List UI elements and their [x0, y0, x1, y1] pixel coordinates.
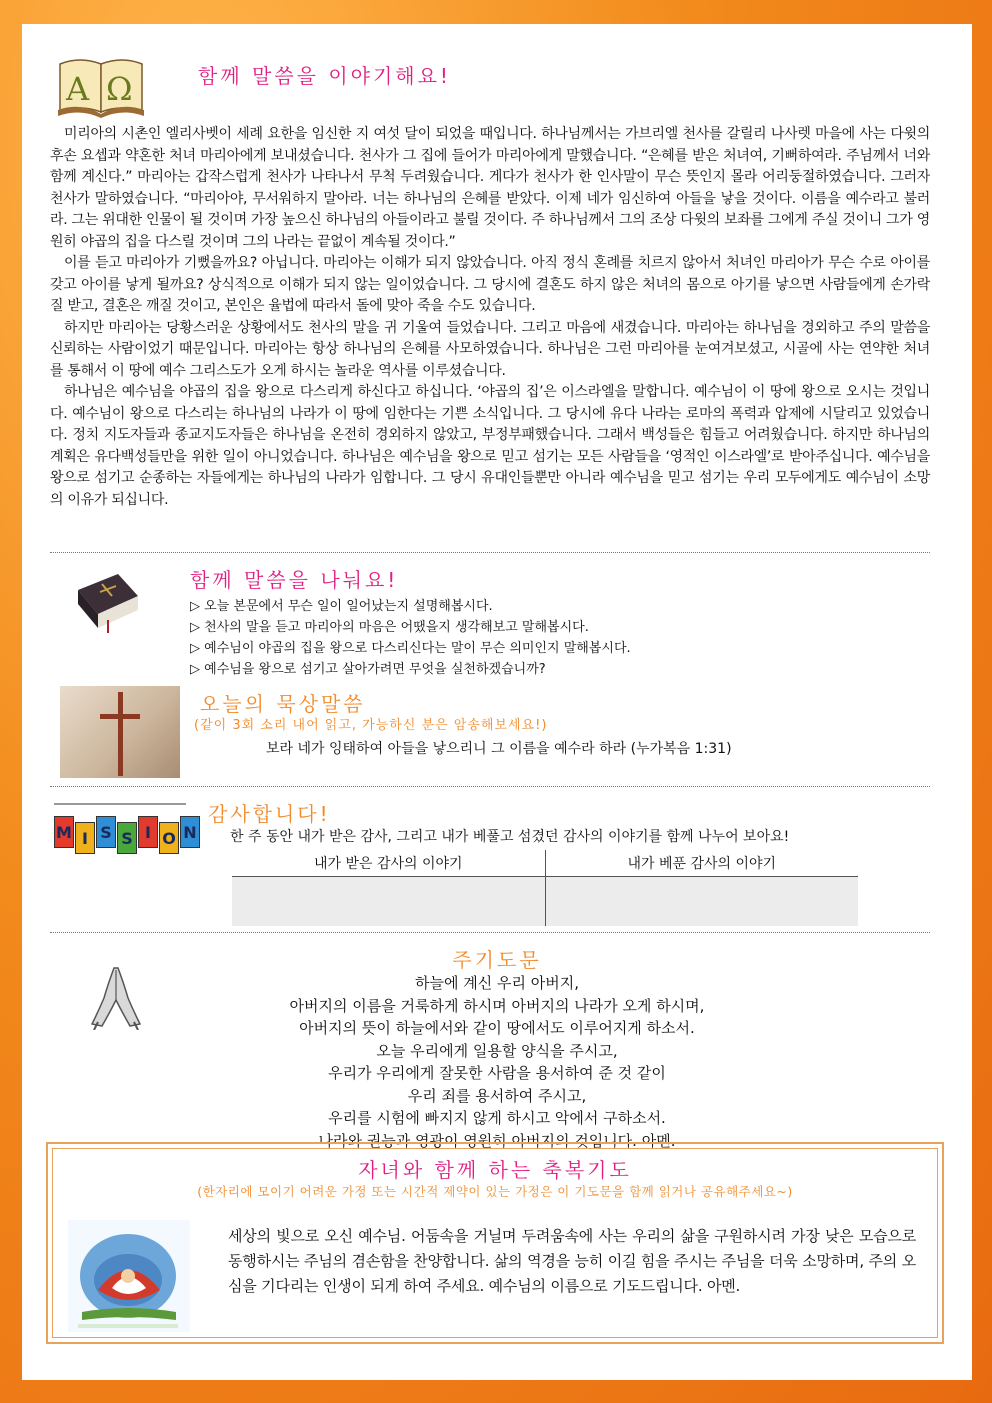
mission-letter-tile: I	[138, 816, 158, 848]
bible-book-icon	[72, 570, 142, 634]
mission-letter-tile: O	[159, 822, 179, 854]
blessing-subtitle: (한자리에 모이기 어려운 가정 또는 시간적 제약이 있는 가정은 이 기도문을 함께 읽거나 공유해주세요~)	[197, 1184, 793, 1199]
thanks-title: 감사합니다!	[208, 802, 331, 826]
question-item: ▷ 예수님을 왕으로 섬기고 살아가려면 무엇을 실천하겠습니까?	[190, 659, 890, 680]
mission-letter-tile: M	[54, 816, 74, 848]
meditation-verse: 보라 네가 잉태하여 아들을 낳으리니 그 이름을 예수라 하라 (누가복음 1:31)	[266, 741, 732, 757]
story-paragraph: 이를 듣고 마리아가 기뻤을까요? 아닙니다. 마리아는 이해가 되지 않았습니다. 아직 정식 혼례를 치르지 않아서 처녀인 마리아가 무슨 수로 아이를 갖고 아이를 낳게 될까요? 상식적으로 이해가 되지 않는 일이었습니다. 그 당시에 결혼도 하지 않은 처녀의 몸으로 아기를 낳으면 사람들에게 손가락질 받고, 결혼은 깨질 것이고, 본인은 율법에 따라서 돌에 맞아 죽을 수도 있습니다.	[50, 255, 930, 314]
lords-prayer-title: 주기도문	[452, 948, 542, 972]
prayer-line: 아버지의 이름을 거룩하게 하시며 아버지의 나라가 오게 하시며,	[289, 996, 705, 1015]
meditation-title: 오늘의 묵상말씀	[200, 692, 366, 716]
mission-letter-tile: S	[96, 816, 116, 848]
prayer-line: 나라와 권능과 영광이 영원히 아버지의 것입니다. 아멘.	[318, 1131, 676, 1150]
given-thanks-header: 내가 베푼 감사의 이야기	[545, 850, 858, 877]
blessing-prayer-box	[46, 1142, 944, 1344]
received-thanks-cell[interactable]	[232, 877, 545, 927]
section-divider	[50, 552, 930, 553]
svg-text:A: A	[66, 70, 90, 108]
prayer-line: 하늘에 계신 우리 아버지,	[415, 974, 579, 992]
share-title: 함께 말씀을 나눠요!	[190, 568, 399, 592]
prayer-line: 아버지의 뜻이 하늘에서와 같이 땅에서도 이루어지게 하소서.	[299, 1019, 695, 1037]
cross-icon	[60, 686, 180, 778]
mission-banner-icon	[52, 798, 197, 862]
lords-prayer-text	[22, 972, 972, 1152]
story-paragraph: 미리아의 시촌인 엘리사벳이 세례 요한을 임신한 지 여섯 달이 되었을 때입니다. 하나님께서는 가브리엘 천사를 갈릴리 나사렛 마을에 사는 다윗의 후손 요셉과 약혼한 처녀 마리아에게 보내셨습니다. 천사가 그 집에 들어가 마리아에게 말했습니다. “은혜를 받은 처녀여, 기뻐하여라. 주님께서 너와 함께 계신다.” 마리아는 갑작스럽게 천사가 나타나서 무척 두려웠습니다. 게다가 천사가 한 인사말이 무슨 뜻인지 몰라 어리둥절하였습니다. 그러자 천사가 말하였습니다. “마리아야, 무서워하지 말아라. 너는 하나님의 은혜를 받았다. 이제 네가 임신하여 아들을 낳을 것이다. 이름을 예수라고 불러라. 그는 위대한 인물이 될 것이며 가장 높으신 하나님의 아들이라고 불릴 것이다. 주 하나님께서 그의 조상 다윗의 보좌를 그에게 주실 것이니 그가 영원히 야곱의 집을 다스릴 것이며 그의 나라는 끝없이 계속될 것이다.”	[50, 126, 930, 250]
discussion-questions	[190, 596, 890, 680]
section-divider	[50, 786, 930, 787]
section-divider	[50, 932, 930, 933]
prayer-line: 오늘 우리에게 일용할 양식을 주시고,	[376, 1041, 618, 1060]
story-body	[50, 124, 930, 511]
nativity-illustration-icon	[68, 1220, 190, 1332]
question-item: ▷ 예수님이 야곱의 집을 왕으로 다스리신다는 말이 무슨 의미인지 말해봅시다.	[190, 638, 890, 659]
worksheet-page	[22, 24, 972, 1380]
alpha-omega-book-icon	[56, 54, 146, 118]
mission-letter-tile: S	[117, 822, 137, 854]
mission-letter-tile: I	[75, 822, 95, 854]
story-paragraph: 하지만 마리아는 당황스러운 상황에서도 천사의 말을 귀 기울여 들었습니다. 그리고 마음에 새겼습니다. 마리아는 하나님을 경외하고 주의 말씀을 신뢰하는 사람이었기 때문입니다. 마리아는 항상 하나님의 은혜를 사모하였습니다. 하나님은 그런 마리아를 눈여겨보셨고, 시골에 사는 연약한 처녀를 통해서 이 땅에 예수 그리스도가 오게 하시는 놀라운 역사를 이루셨습니다.	[50, 319, 930, 379]
question-item: ▷ 천사의 말을 듣고 마리아의 마음은 어땠을지 생각해보고 말해봅시다.	[190, 617, 890, 638]
received-thanks-header: 내가 받은 감사의 이야기	[232, 850, 545, 877]
meditation-subtitle: (같이 3회 소리 내어 읽고, 가능하신 분은 암송해보세요!)	[194, 718, 548, 733]
story-paragraph: 하나님은 예수님을 야곱의 집을 왕으로 다스리게 하신다고 하십니다. ‘야곱의 집’은 이스라엘을 말합니다. 예수님이 이 땅에 왕으로 오시는 것입니다. 예수님이 왕으로 다스리는 하나님의 나라가 이 땅에 임한다는 기쁜 소식입니다. 그 당시에 유다 나라는 로마의 폭력과 압제에 시달리고 있었습니다. 정치 지도자들과 종교지도자들은 하나님을 온전히 경외하지 않았고, 부정부패했습니다. 그래서 백성들은 힘들고 어려웠습니다. 하지만 하나님의 계획은 유다백성들만을 위한 일이 아니었습니다. 하나님은 예수님을 왕으로 믿고 섬기는 모든 사람들을 ‘영적인 이스라엘’로 받아주십니다. 예수님을 왕으로 섬기고 순종하는 자들에게는 하나님의 나라가 임합니다. 그 당시 유대인들뿐만 아니라 예수님을 믿고 섬기는 우리 모두에게도 예수님이 소망의 이유가 되십니다.	[50, 384, 930, 508]
blessing-text: 세상의 빛으로 오신 예수님. 어둠속을 거닐며 두려움속에 사는 우리의 삶을 구원하시려 가장 낮은 모습으로 동행하시는 주님의 겸손함을 찬양합니다. 삶의 역경을 능히 이길 힘을 주시는 주님을 더욱 소망하며, 주의 오심을 기다리는 인생이 되게 하여 주세요. 예수님의 이름으로 기도드립니다. 아멘.	[228, 1227, 916, 1295]
given-thanks-cell[interactable]	[545, 877, 858, 927]
story-title: 함께 말씀을 이야기해요!	[198, 64, 451, 88]
prayer-line: 우리가 우리에게 잘못한 사람을 용서하여 준 것 같이	[328, 1064, 666, 1082]
question-item: ▷ 오늘 본문에서 무슨 일이 일어났는지 설명해봅시다.	[190, 596, 890, 617]
thanks-intro: 한 주 동안 내가 받은 감사, 그리고 내가 베풀고 섬겼던 감사의 이야기를 함께 나누어 보아요!	[230, 829, 790, 845]
svg-text:Ω: Ω	[106, 70, 133, 108]
blessing-title: 자녀와 함께 하는 축복기도	[358, 1158, 632, 1182]
thanks-table	[232, 850, 858, 926]
mission-letter-tile: N	[180, 816, 200, 848]
prayer-line: 우리 죄를 용서하여 주시고,	[407, 1086, 587, 1105]
prayer-line: 우리를 시험에 빠지지 않게 하시고 악에서 구하소서.	[328, 1109, 666, 1127]
